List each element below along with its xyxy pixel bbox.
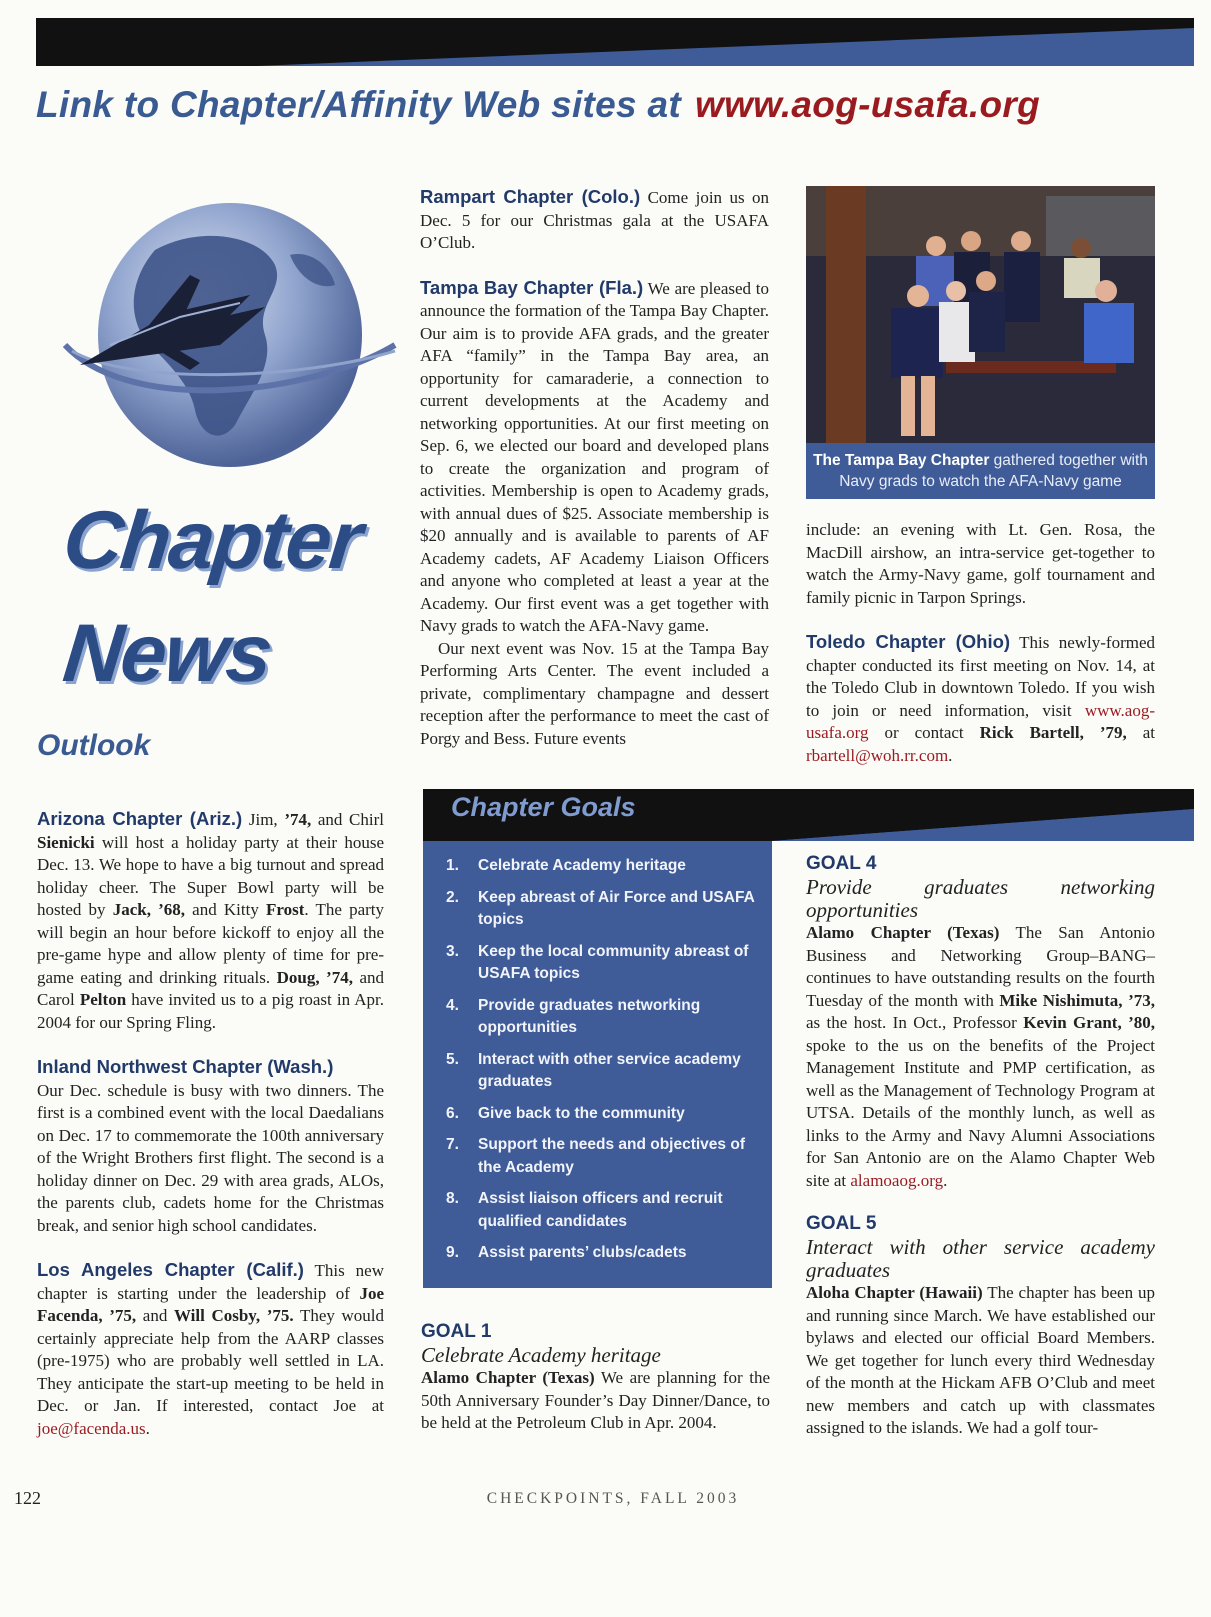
goal4-alamo-entry: Alamo Chapter (Texas) The San Antonio Business and Networking Group–BANG–continues to have outstanding results on the fourth Tuesday of the month with Mike Nishimuta, ’73, as the host. In Oct., Professor Kevin Grant, ’80, spoke to the us on the benefits of the Project Management Institute and PMP certification, as well as the Management of Technology Program at UTSA. Details of the monthly lunch, as well as links to the Army and Navy Alumni Associations for San Antonio are on the Alamo Chapter Web site at alamoaog.org. [806, 923, 1156, 1190]
alamoaog-link[interactable]: alamoaog.org [850, 1170, 944, 1190]
goal-item-5: 5. Interact with other service academy graduates [446, 1050, 741, 1090]
goal5-label: GOAL 5 [806, 1213, 877, 1234]
goal-item-3: 3. Keep the local community abreast of USAFA topics [446, 942, 749, 982]
chapter-news-title-chapter: Chapter [59, 495, 365, 586]
chapter-news-title-news: News [59, 608, 276, 699]
goal-item-2: 2. Keep abreast of Air Force and USAFA topics [446, 888, 755, 928]
tampa-bay-chapter-entry: Tampa Bay Chapter (Fla.) We are pleased to announce the formation of the Tampa Bay Chapter. Our aim is to provide AFA grads, and the greater AFA “family” in the Tampa Bay area, an opportunity for camaraderie, a connection to current developments at the Academy and networking opportunities. At our first meeting on Sep. 6, we elected our board and developed plans to create the organization and program of activities. Membership is open to Academy grads, with annual dues of $25. Associate membership is $20 annually and is available to parents of AF Academy cadets, AF Academy Liaison Officers and anyone who completed at least a year at the Academy. Our first event was a get together with Navy grads to watch the AFA-Navy game. [420, 276, 769, 635]
tampa-bay-chapter-continued-right: include: an evening with Lt. Gen. Rosa, the MacDill airshow, an intra-service get-together to watch the Army-Navy game, golf tournament and family picnic in Tarpon Springs. [806, 520, 1155, 607]
goal5-title: Interact with other service academy graduates [806, 1235, 1155, 1282]
goal-item-7: 7. Support the needs and objectives of the Academy [446, 1136, 745, 1176]
goal5-aloha-entry: Aloha Chapter (Hawaii) The chapter has been up and running since March. We have established our bylaws and elected our official Board Members. We get together for lunch every third Wednesday of the month at the Hickam AFB O’Club and meet new members and catch up with classmates assigned to the islands. We had a golf tour- [806, 1283, 1155, 1437]
outlook-label: Outlook [37, 729, 151, 762]
chapter-goals-list [446, 855, 758, 1274]
goal4-label: GOAL 4 [806, 853, 877, 874]
top-banner [36, 18, 1194, 66]
tampa-bay-chapter-photo [806, 186, 1155, 499]
goal-item-1: 1. Celebrate Academy heritage [446, 857, 686, 874]
goal-item-4: 4. Provide graduates networking opportunities [446, 996, 701, 1036]
right-column-lower [806, 852, 1155, 1440]
photo-caption: The Tampa Bay Chapter gathered together with Navy grads to watch the AFA-Navy game [806, 443, 1155, 499]
goal1-section [421, 1320, 770, 1435]
inland-northwest-chapter-entry: Inland Northwest Chapter (Wash.) Our Dec. schedule is busy with two dinners. The first is a combined event with the local Daedalians on Dec. 17 to commemorate the 100th anniversary of the Wright Brothers first flight. The second is a holiday dinner on Dec. 29 with area grads, ALOs, the parents club, cadets home for the Christmas break, and senior high school candidates. [37, 1056, 384, 1235]
arizona-chapter-entry: Arizona Chapter (Ariz.) Jim, ’74, and Chirl Sienicki will host a holiday party at their house Dec. 13. We hope to have a big turnout and spread holiday cheer. The Super Bowl party will be hosted by Jack, ’68, and Kitty Frost. The party will begin an hour before kickoff to enjoy all the pre-game hype and allow plenty of time for pre-game eating and drinking rituals. Doug, ’74, and Carol Pelton have invited us to a pig roast in Apr. 2004 for our Spring Fling. [37, 808, 385, 1032]
goal1-title: Celebrate Academy heritage [421, 1343, 661, 1367]
tampa-bay-chapter-continued: Our next event was Nov. 15 at the Tampa Bay Performing Arts Center. The event included a private, complimentary champagne and dessert reception after the performance to meet the cast of Porgy and Bess. Future events [420, 638, 769, 748]
right-column-upper [806, 519, 1155, 767]
publication-footer: CHECKPOINTS, FALL 2003 [486, 1490, 740, 1507]
email-link-joe[interactable]: joe@facenda.us [37, 1418, 146, 1438]
goal1-label: GOAL 1 [421, 1321, 492, 1342]
rampart-chapter-entry: Rampart Chapter (Colo.) Come join us on Dec. 5 for our Christmas gala at the USAFA O’Club. [420, 186, 769, 252]
goal-item-8: 8. Assist liaison officers and recruit qualified candidates [446, 1190, 723, 1230]
left-column [37, 808, 384, 1440]
email-link-rbartell[interactable]: rbartell@woh.rr.com [806, 745, 949, 765]
middle-column [420, 186, 769, 750]
los-angeles-chapter-entry: Los Angeles Chapter (Calif.) This new chapter is starting under the leadership of Joe Facenda, ’75, and Will Cosby, ’75. They would certainly appreciate help from the AARP classes (pre-1975) who are probably well settled in LA. They anticipate the start-up meeting to be held in Dec. or Jan. If interested, contact Joe at joe@facenda.us. [37, 1259, 385, 1438]
headline [36, 84, 1194, 144]
chapter-goals-title: Chapter Goals [451, 792, 636, 822]
goal-item-9: 9. Assist parents’ clubs/cadets [446, 1244, 687, 1261]
goal4-title: Provide graduates networking opportunities [806, 875, 1155, 922]
goal-item-6: 6. Give back to the community [446, 1104, 685, 1122]
headline-url[interactable]: www.aog-usafa.org [694, 84, 1040, 125]
page-number: 122 [14, 1488, 41, 1508]
goal1-alamo-entry: Alamo Chapter (Texas) We are planning for the 50th Anniversary Founder’s Day Dinner/Dance, to be held at the Petroleum Club in Apr. 2004. [421, 1368, 770, 1432]
toledo-chapter-entry: Toledo Chapter (Ohio) This newly-formed chapter conducted its first meeting on Nov. 14, at the Toledo Club in downtown Toledo. If you wish to join or need information, visit www.aog-usafa.org or contact Rick Bartell, ’79, at rbartell@woh.rr.com. [806, 631, 1156, 765]
aog-usafa-link[interactable]: www.aog-usafa.org [806, 700, 1155, 742]
headline-text: Link to Chapter/Affinity Web sites at [36, 84, 681, 125]
